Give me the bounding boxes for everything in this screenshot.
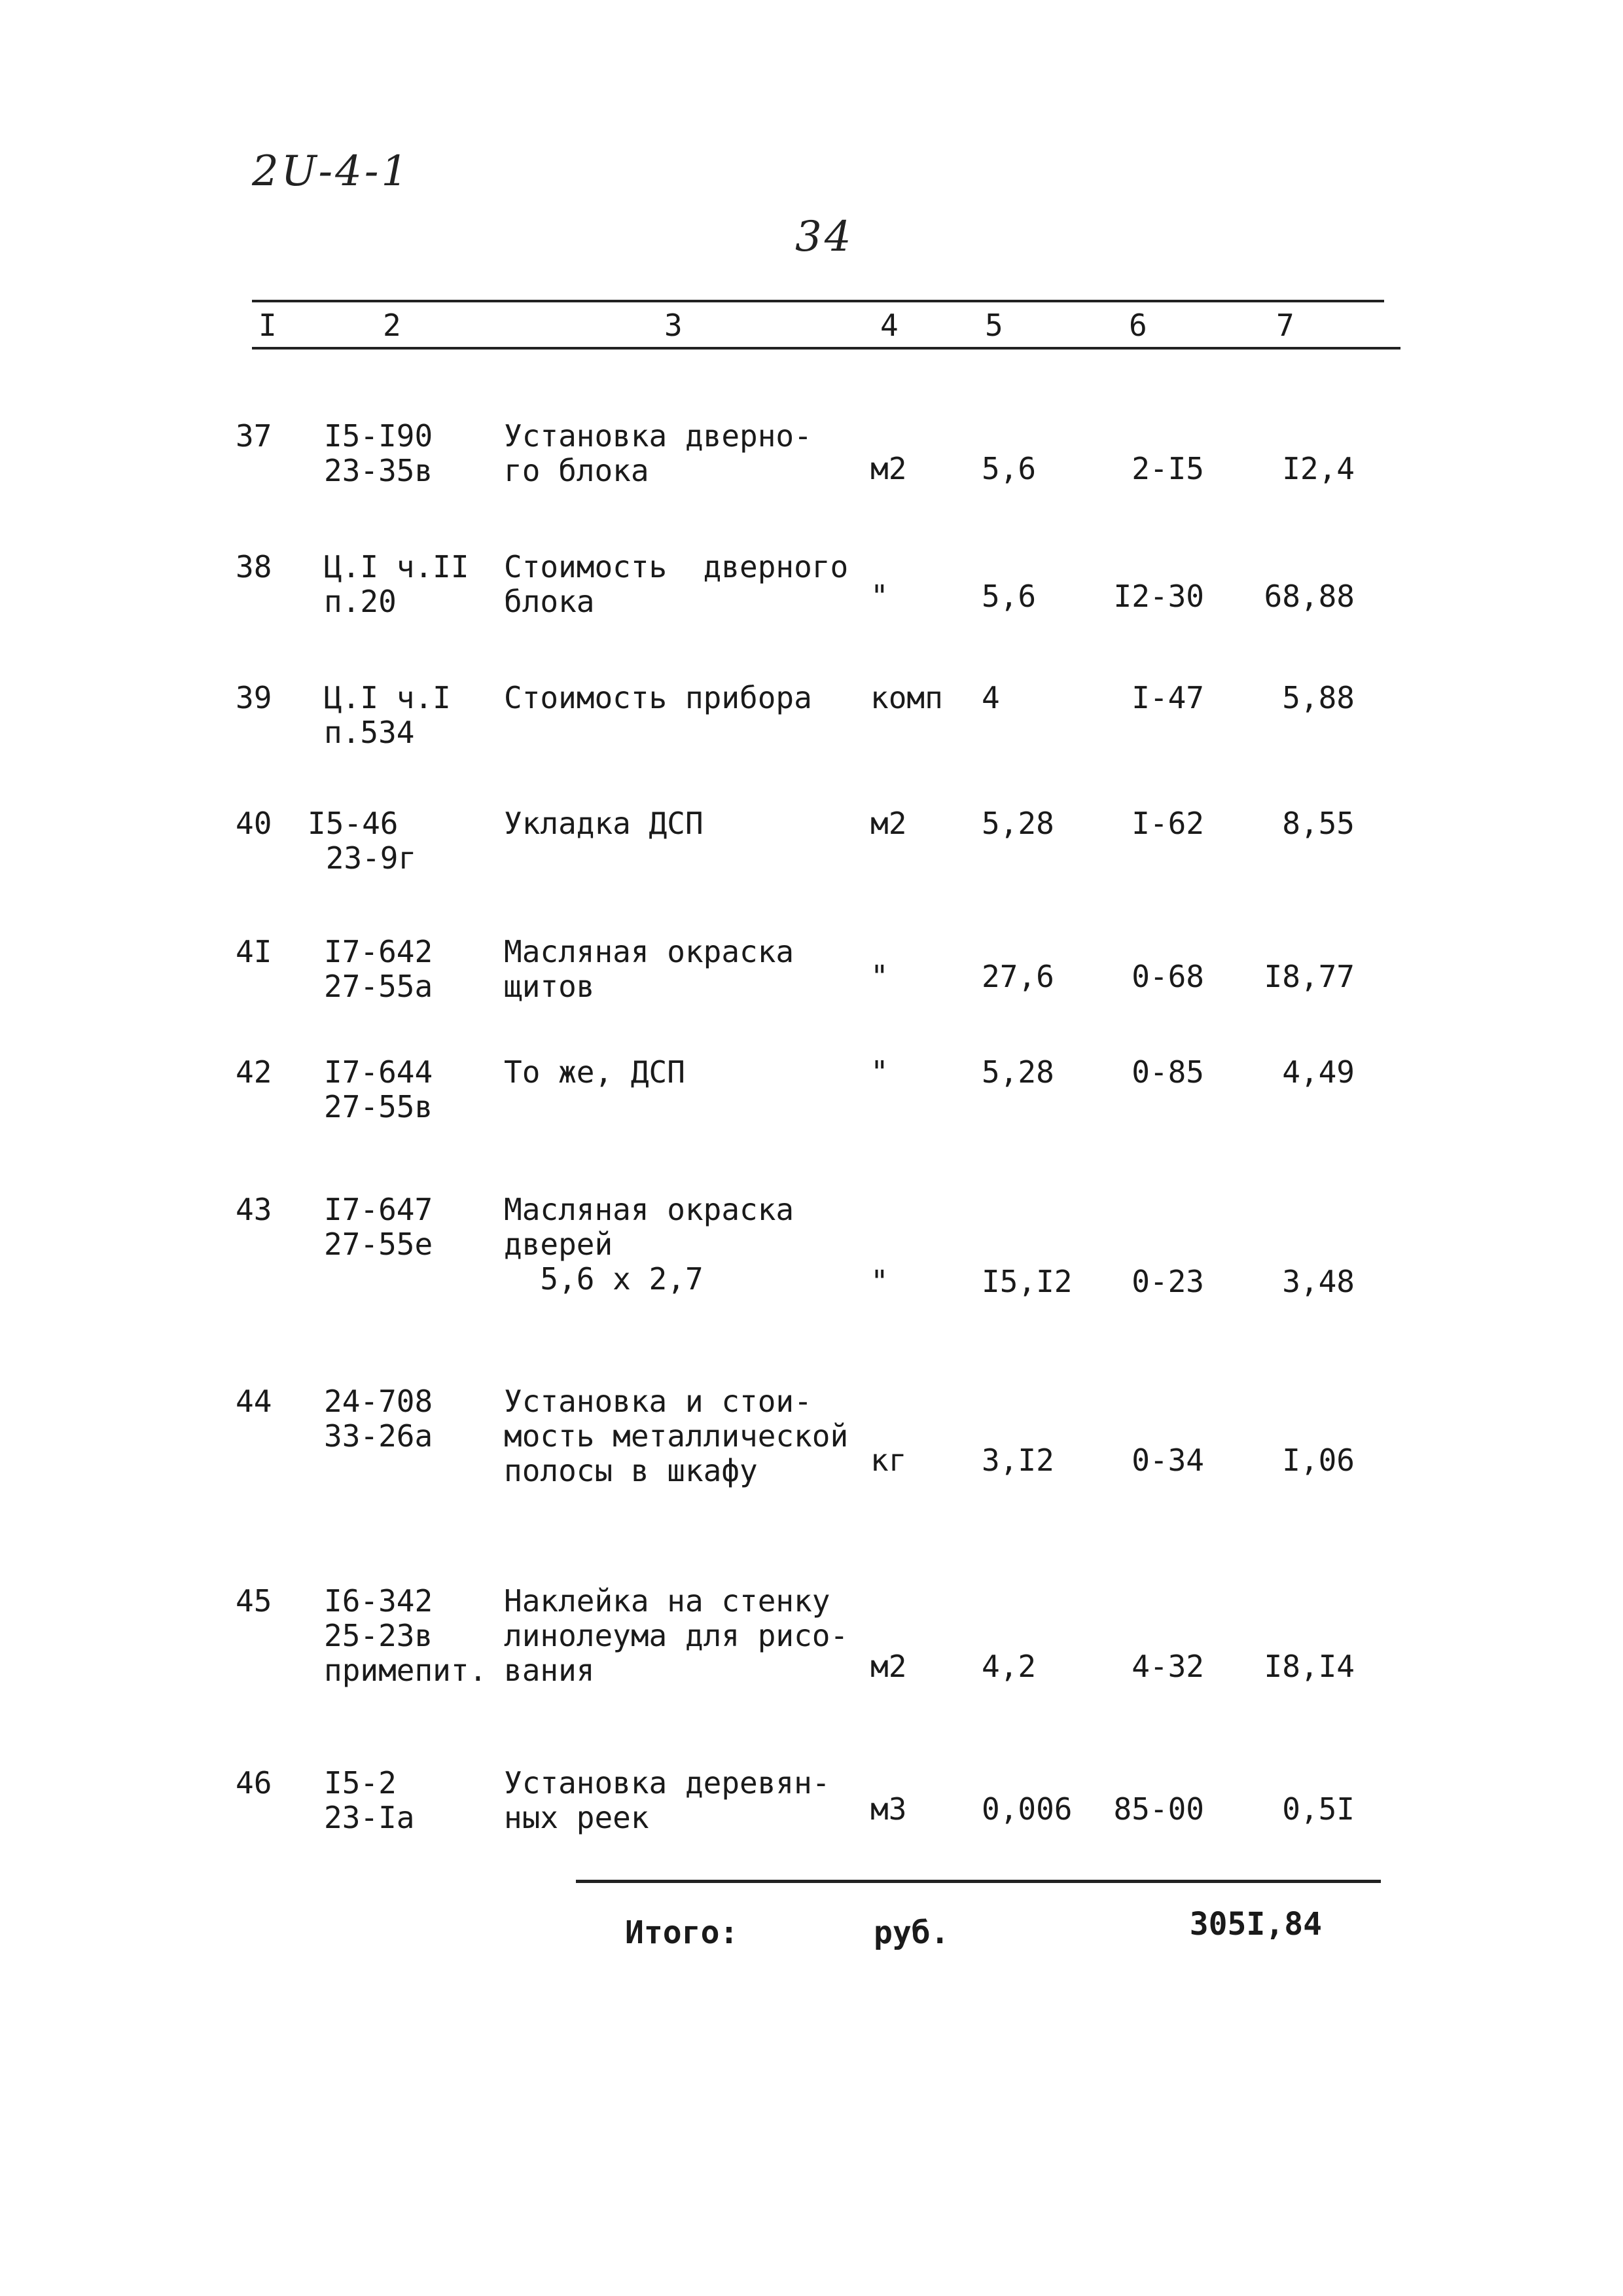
row-description: Установка дверно- го блока <box>504 418 812 488</box>
row-unit-price: 0-23 <box>1132 1264 1204 1299</box>
row-description: Стоимость дверного блока <box>504 549 849 619</box>
row-code: I5-2 23-Iа <box>324 1765 415 1835</box>
row-unit-price: 85-00 <box>1113 1791 1204 1827</box>
row-unit-price: 2-I5 <box>1132 451 1204 486</box>
row-unit: м2 <box>870 451 907 486</box>
row-unit-price: I-62 <box>1132 806 1204 841</box>
row-quantity: I5,I2 <box>982 1264 1073 1299</box>
row-quantity: 0,006 <box>982 1791 1073 1827</box>
row-code: I7-647 27-55е <box>324 1192 433 1262</box>
row-total: 0,5I <box>1282 1791 1355 1827</box>
table-header-rule <box>252 347 1400 350</box>
total-unit: руб. <box>874 1914 950 1951</box>
row-quantity: 3,I2 <box>982 1443 1054 1478</box>
row-unit-price: I-47 <box>1132 680 1204 715</box>
total-rule <box>576 1880 1381 1883</box>
row-description: Стоимость прибора <box>504 680 812 715</box>
row-total: I2,4 <box>1282 451 1355 486</box>
row-code: I7-642 27-55а <box>324 934 433 1004</box>
row-description: Установка и стои- мость металлической полосы в шкафу <box>504 1384 849 1488</box>
row-unit: " <box>870 579 889 614</box>
row-quantity: 4 <box>982 680 1000 715</box>
row-description: Установка деревян- ных реек <box>504 1765 830 1835</box>
row-description: Масляная окраска щитов <box>504 934 794 1004</box>
row-description: Масляная окраска дверей 5,6 x 2,7 <box>504 1192 794 1297</box>
row-unit-price: 0-68 <box>1132 959 1204 994</box>
row-unit: кг <box>870 1443 907 1478</box>
row-code: I6-342 25-23в примепит. <box>324 1583 488 1688</box>
row-total: 4,49 <box>1282 1054 1355 1090</box>
row-unit-price: I2-30 <box>1113 579 1204 614</box>
row-number: 39 <box>236 680 272 715</box>
row-quantity: 5,6 <box>982 579 1037 614</box>
row-number: 46 <box>236 1765 272 1801</box>
row-total: I,06 <box>1282 1443 1355 1478</box>
column-header-3: 3 <box>664 308 683 343</box>
column-header-2: 2 <box>383 308 401 343</box>
row-total: 8,55 <box>1282 806 1355 841</box>
row-number: 38 <box>236 549 272 584</box>
row-number: 4I <box>236 934 272 969</box>
table-top-rule <box>252 300 1384 302</box>
row-unit: м3 <box>870 1791 907 1827</box>
row-total: I8,I4 <box>1264 1649 1355 1684</box>
column-header-4: 4 <box>880 308 899 343</box>
column-header-5: 5 <box>985 308 1003 343</box>
row-number: 43 <box>236 1192 272 1227</box>
row-number: 42 <box>236 1054 272 1090</box>
row-quantity: 5,6 <box>982 451 1037 486</box>
row-number: 40 <box>236 806 272 841</box>
column-header-7: 7 <box>1276 308 1294 343</box>
row-unit-price: 0-85 <box>1132 1054 1204 1090</box>
row-unit: " <box>870 1264 889 1299</box>
row-unit: " <box>870 1054 889 1090</box>
row-quantity: 5,28 <box>982 806 1054 841</box>
row-description: То же, ДСП <box>504 1054 685 1090</box>
row-number: 45 <box>236 1583 272 1619</box>
row-unit-price: 0-34 <box>1132 1443 1204 1478</box>
row-total: I8,77 <box>1264 959 1355 994</box>
total-label: Итого: <box>625 1914 739 1951</box>
page-number: 34 <box>795 213 854 261</box>
column-header-1: I <box>259 308 277 343</box>
row-description: Укладка ДСП <box>504 806 704 841</box>
row-code: I5-I90 23-35в <box>324 418 433 488</box>
row-total: 3,48 <box>1282 1264 1355 1299</box>
row-code: 24-708 33-26а <box>324 1384 433 1454</box>
row-unit: комп <box>870 680 943 715</box>
row-unit: м2 <box>870 806 907 841</box>
row-unit: м2 <box>870 1649 907 1684</box>
row-number: 44 <box>236 1384 272 1419</box>
column-header-6: 6 <box>1129 308 1147 343</box>
row-code: I5-46 23-9г <box>308 806 417 876</box>
row-total: 5,88 <box>1282 680 1355 715</box>
row-code: Ц.I ч.II п.20 <box>324 549 469 619</box>
row-description: Наклейка на стенку линолеума для рисо- вания <box>504 1583 849 1688</box>
row-number: 37 <box>236 418 272 454</box>
row-code: Ц.I ч.I п.534 <box>324 680 451 750</box>
row-unit: " <box>870 959 889 994</box>
row-quantity: 27,6 <box>982 959 1054 994</box>
row-unit-price: 4-32 <box>1132 1649 1204 1684</box>
total-sum: 305I,84 <box>1189 1906 1322 1943</box>
row-code: I7-644 27-55в <box>324 1054 433 1124</box>
document-code: 2U-4-1 <box>252 147 411 196</box>
row-total: 68,88 <box>1264 579 1355 614</box>
row-quantity: 4,2 <box>982 1649 1037 1684</box>
row-quantity: 5,28 <box>982 1054 1054 1090</box>
